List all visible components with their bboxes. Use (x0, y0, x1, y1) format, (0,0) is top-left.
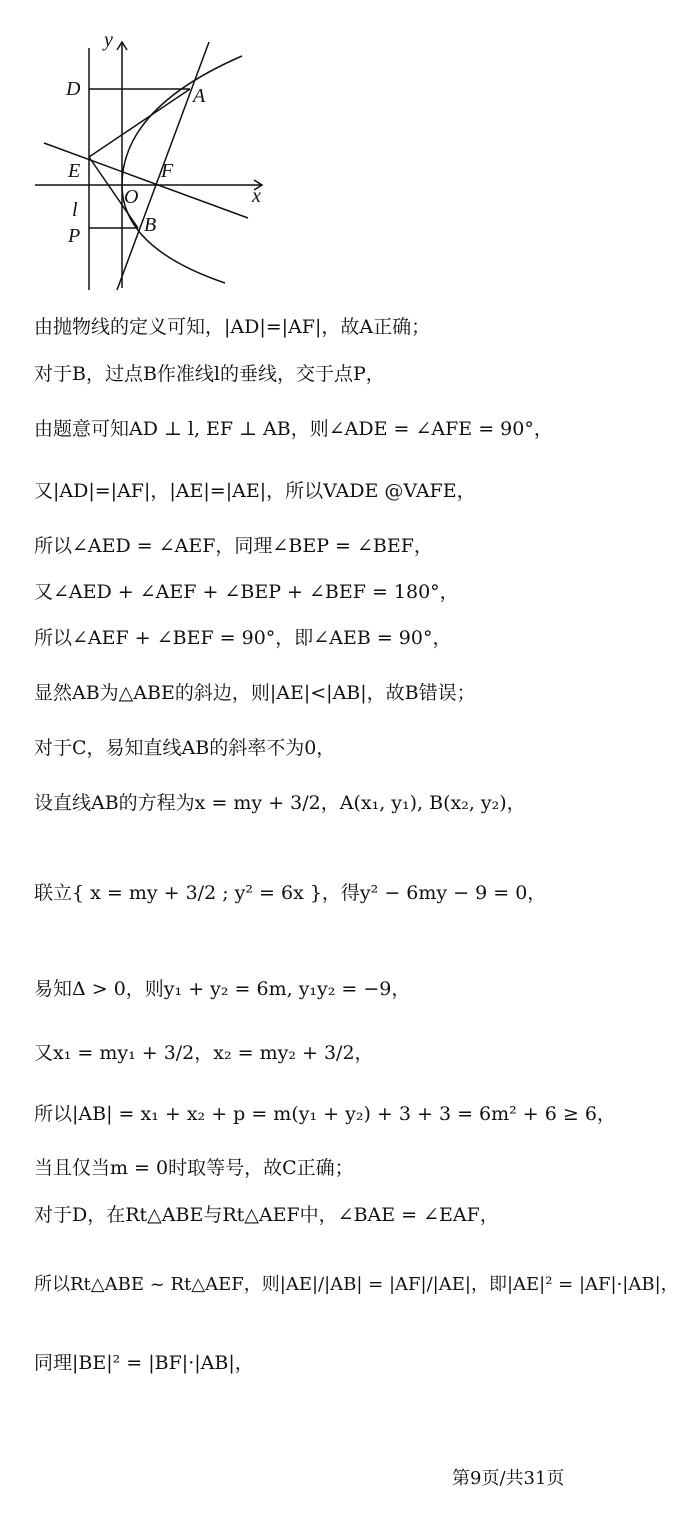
text-line-8: 显然AB为△ABE的斜边，则|AE|<|AB|，故B错误； (34, 682, 476, 704)
label-E: E (68, 160, 81, 182)
text-line-14: 所以|AB| = x₁ + x₂ + p = m(y₁ + y₂) + 3 + 3 = 6m² + 6 ≥ 6， (34, 1103, 616, 1125)
page-footer: 第9页/共31页 (452, 1468, 565, 1489)
label-A: A (193, 85, 206, 107)
text-line-6: 又∠AED + ∠AEF + ∠BEP + ∠BEF = 180°， (34, 581, 459, 603)
text-line-17: 所以Rt△ABE ~ Rt△AEF，则|AE|/|AB| = |AF|/|AE|，即|AE|² = |AF|·|AB|， (34, 1274, 679, 1295)
label-P: P (68, 225, 81, 247)
label-O: O (124, 186, 139, 208)
text-line-13: 又x₁ = my₁ + 3/2，x₂ = my₂ + 3/2， (34, 1042, 374, 1064)
text-line-1: 由抛物线的定义可知，|AD|=|AF|，故A正确； (34, 316, 431, 338)
label-l: l (72, 199, 78, 221)
text-line-16: 对于D，在Rt△ABE与Rt△AEF中，∠BAE = ∠EAF， (34, 1204, 499, 1226)
parabola-curve (122, 56, 242, 283)
text-line-9: 对于C，易知直线AB的斜率不为0， (34, 737, 336, 759)
text-line-4: 又|AD|=|AF|，|AE|=|AE|，所以VADE @VAFE， (34, 480, 476, 502)
parabola-figure (30, 28, 280, 293)
text-line-10: 设直线AB的方程为x = my + 3/2，A(x₁, y₁), B(x₂, y₂)， (34, 792, 526, 814)
label-y: y (104, 29, 113, 51)
text-line-2: 对于B，过点B作准线l的垂线，交于点P， (34, 363, 385, 385)
label-F: F (161, 160, 174, 182)
text-line-12: 易知Δ > 0，则y₁ + y₂ = 6m, y₁y₂ = −9， (34, 978, 411, 1000)
label-x: x (252, 185, 261, 207)
label-B: B (144, 214, 157, 236)
text-line-7: 所以∠AEF + ∠BEF = 90°，即∠AEB = 90°， (34, 627, 452, 649)
text-line-15: 当且仅当m = 0时取等号，故C正确； (34, 1157, 354, 1179)
text-line-11: 联立{ x = my + 3/2 ; y² = 6x }，得y² − 6my − 9 = 0， (34, 882, 547, 904)
text-line-3: 由题意可知AD ⊥ l, EF ⊥ AB，则∠ADE = ∠AFE = 90°， (34, 418, 553, 440)
segment-EA (89, 89, 190, 157)
text-line-5: 所以∠AED = ∠AEF，同理∠BEP = ∠BEF， (34, 535, 433, 557)
label-D: D (66, 78, 81, 100)
text-line-18: 同理|BE|² = |BF|·|AB|， (34, 1352, 254, 1374)
